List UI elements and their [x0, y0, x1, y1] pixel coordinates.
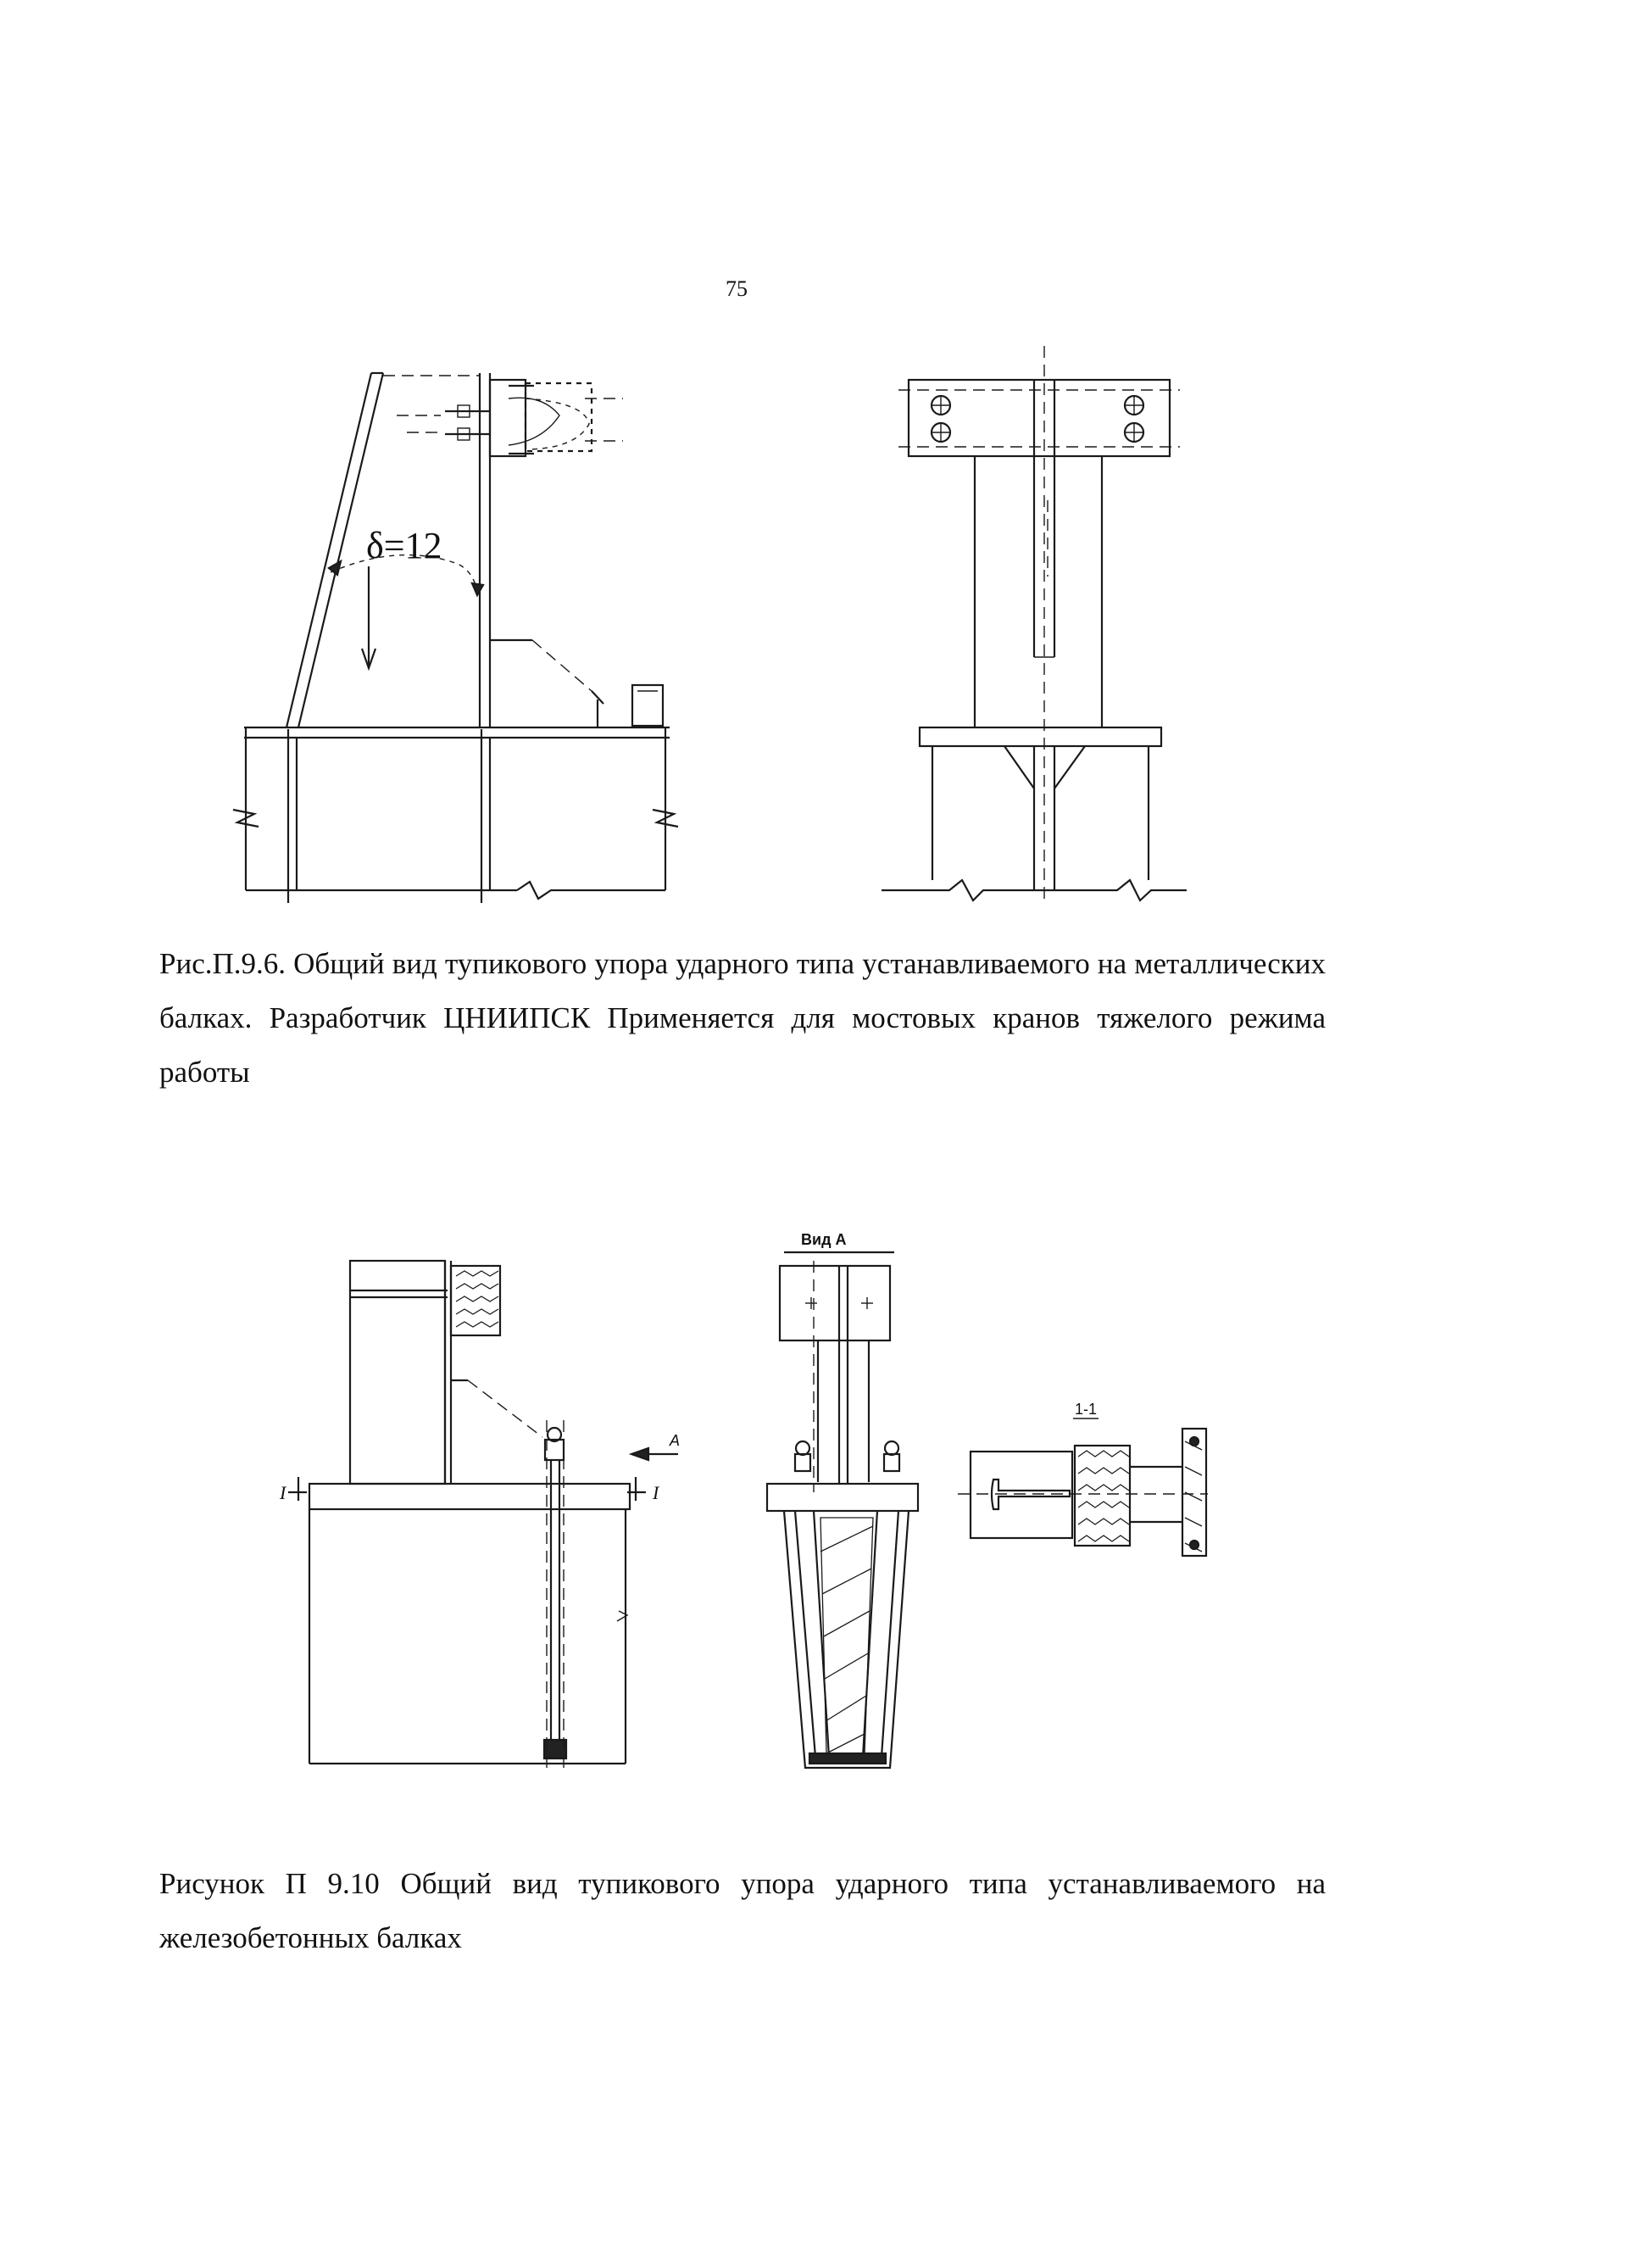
fig1-side-view: [233, 373, 678, 903]
label-view-a: Вид А: [801, 1231, 847, 1248]
figure-caption-2: Рисунок П 9.10 Общий вид тупикового упора ударного типа устанавливаемого на железобетонных балках: [159, 1867, 1326, 1954]
figure-caption-1: Рис.П.9.6. Общий вид тупикового упора ударного типа устанавливаемого на металлических балках. Разработчик ЦНИИПСК Применяется для мостовых кранов тяжелого режима работы: [159, 947, 1326, 1089]
page-number: 75: [726, 276, 748, 301]
fig2-side-view: [279, 1261, 680, 1772]
label-thickness: δ=12: [366, 525, 442, 566]
label-section-left: I: [280, 1482, 286, 1503]
fig2-view-a: [767, 1231, 918, 1768]
fig2-section-1-1: [958, 1401, 1208, 1556]
label-arrow-a: А: [670, 1432, 681, 1449]
fig1-front-view: [882, 346, 1187, 906]
label-section-detail: 1-1: [1075, 1401, 1098, 1418]
label-section-right: I: [653, 1482, 659, 1503]
